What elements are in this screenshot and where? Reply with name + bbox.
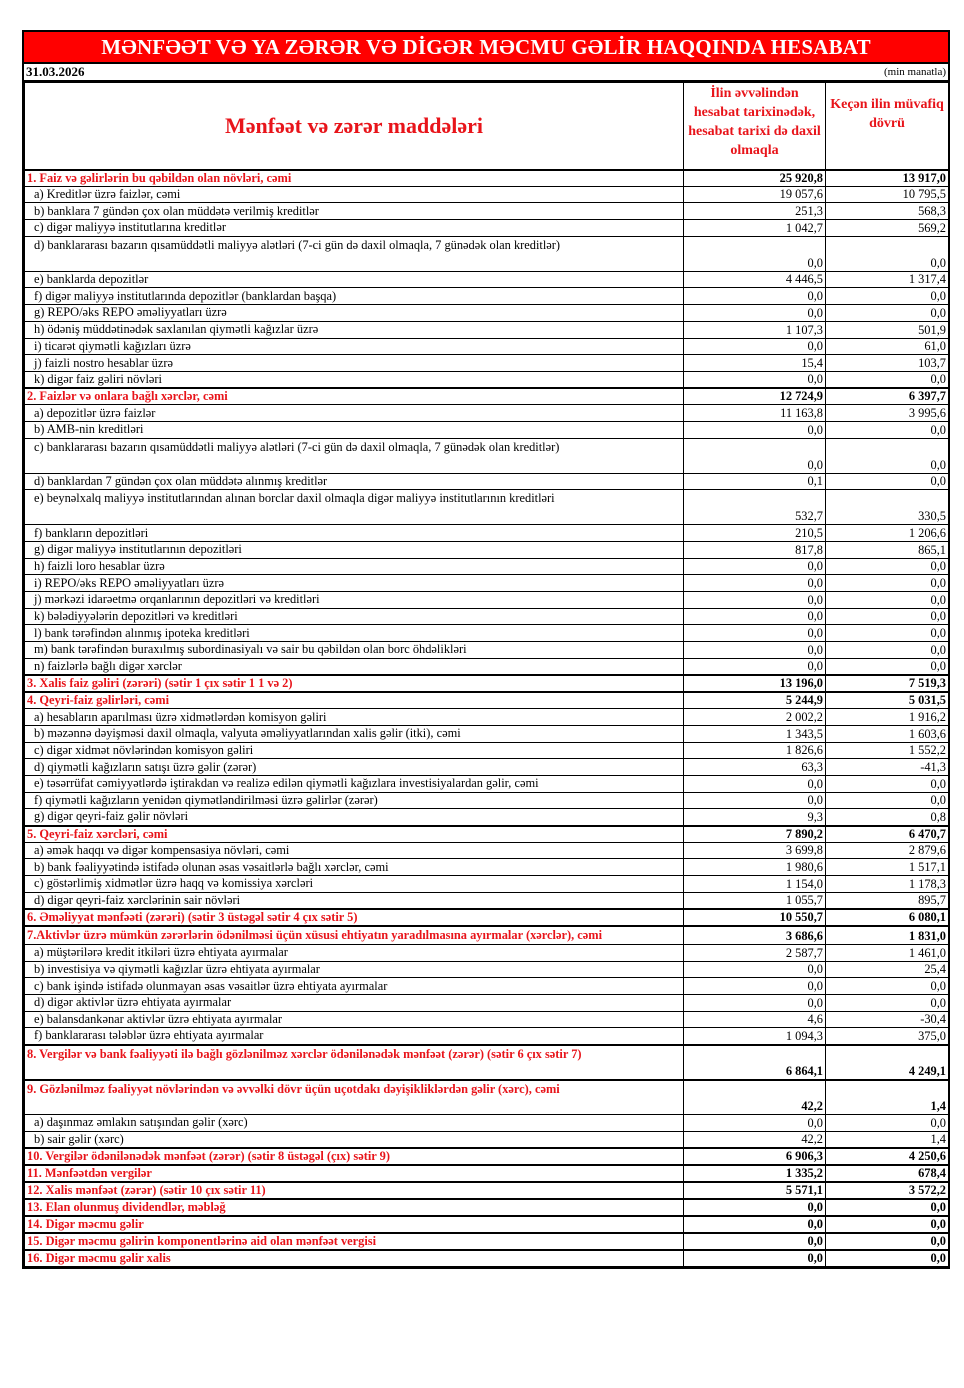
current-period-value: 42,2 bbox=[684, 1080, 826, 1115]
row-label: 13. Elan olunmuş dividendlər, məbləğ bbox=[25, 1199, 684, 1216]
previous-period-value: 0,0 bbox=[826, 625, 949, 642]
row-label: 6. Əməliyyat mənfəəti (zərəri) (sətir 3 üstəgəl sətir 4 çıx sətir 5) bbox=[25, 909, 684, 926]
report-title: MƏNFƏƏT VƏ YA ZƏRƏR VƏ DİGƏR MƏCMU GƏLİR HAQQINDA HESABAT bbox=[24, 32, 948, 64]
current-period-value: 0,0 bbox=[684, 1250, 826, 1267]
table-row bbox=[25, 186, 949, 203]
row-label: f) digər maliyyə institutlarında depozitlər (banklardan başqa) bbox=[25, 288, 684, 305]
row-label: 15. Digər məcmu gəlirin komponentlərinə aid olan mənfəət vergisi bbox=[25, 1233, 684, 1250]
row-label: 9. Gözlənilməz fəaliyyət növlərindən və əvvəlki dövr üçün uçotdakı dəyişikliklərdən gəlir (xərc), cəmi bbox=[25, 1080, 684, 1115]
table-row bbox=[25, 220, 949, 237]
previous-period-value: 330,5 bbox=[826, 490, 949, 525]
row-label: c) göstərlimiş xidmətlər üzrə haqq və komissiya xərcləri bbox=[25, 876, 684, 893]
row-label: e) banklarda depozitlər bbox=[25, 271, 684, 288]
previous-period-value: 0,0 bbox=[826, 558, 949, 575]
row-label: j) mərkəzi idarəetmə orqanlarının depozitləri və kreditləri bbox=[25, 592, 684, 609]
current-period-value: 0,0 bbox=[684, 961, 826, 978]
current-period-value: 1 154,0 bbox=[684, 876, 826, 893]
previous-period-value: 1 517,1 bbox=[826, 859, 949, 876]
income-statement-sheet bbox=[22, 30, 950, 1269]
previous-period-value: 0,0 bbox=[826, 775, 949, 792]
table-row bbox=[25, 1028, 949, 1045]
table-row bbox=[25, 658, 949, 675]
previous-period-value: 1 178,3 bbox=[826, 876, 949, 893]
current-period-value: 0,0 bbox=[684, 421, 826, 438]
previous-period-value: 6 397,7 bbox=[826, 388, 949, 405]
current-period-value: 0,0 bbox=[684, 1233, 826, 1250]
previous-period-value: 1 831,0 bbox=[826, 926, 949, 945]
current-period-value: 0,0 bbox=[684, 978, 826, 995]
previous-period-value: 678,4 bbox=[826, 1165, 949, 1182]
previous-period-value: 568,3 bbox=[826, 203, 949, 220]
current-period-value: 3 686,6 bbox=[684, 926, 826, 945]
table-row bbox=[25, 842, 949, 859]
previous-period-value: 0,0 bbox=[826, 288, 949, 305]
current-period-value: 15,4 bbox=[684, 355, 826, 372]
current-period-value: 5 571,1 bbox=[684, 1182, 826, 1199]
previous-period-value: 6 080,1 bbox=[826, 909, 949, 926]
current-period-value: 1 826,6 bbox=[684, 742, 826, 759]
current-period-value: 1 094,3 bbox=[684, 1028, 826, 1045]
table-row bbox=[25, 1045, 949, 1080]
row-label: 14. Digər məcmu gəlir bbox=[25, 1216, 684, 1233]
row-label: d) digər aktivlər üzrə ehtiyata ayırmalar bbox=[25, 995, 684, 1012]
table-row bbox=[25, 525, 949, 542]
previous-period-value: 1 206,6 bbox=[826, 525, 949, 542]
previous-period-value: 0,0 bbox=[826, 1250, 949, 1267]
row-label: g) digər maliyyə institutlarının depozitləri bbox=[25, 542, 684, 559]
table-row bbox=[25, 371, 949, 388]
income-statement-table bbox=[24, 82, 949, 1267]
current-period-value: 2 002,2 bbox=[684, 709, 826, 726]
table-row bbox=[25, 909, 949, 926]
row-label: i) ticarət qiymətli kağızları üzrə bbox=[25, 338, 684, 355]
current-period-value: 0,0 bbox=[684, 775, 826, 792]
row-label: b) bank fəaliyyətində istifadə olunan əsas vəsaitlərlə bağlı xərclər, cəmi bbox=[25, 859, 684, 876]
previous-period-value: 7 519,3 bbox=[826, 675, 949, 692]
previous-period-value: 6 470,7 bbox=[826, 826, 949, 843]
row-label: e) balansdankənar aktivlər üzrə ehtiyata ayırmalar bbox=[25, 1011, 684, 1028]
row-label: l) bank tərəfindən alınmış ipoteka kreditləri bbox=[25, 625, 684, 642]
table-row bbox=[25, 995, 949, 1012]
table-row bbox=[25, 438, 949, 473]
table-row bbox=[25, 608, 949, 625]
previous-period-value: 4 250,6 bbox=[826, 1148, 949, 1165]
row-label: 10. Vergilər ödənilənədək mənfəət (zərər) (sətir 8 üstəgəl (çıx) sətir 9) bbox=[25, 1148, 684, 1165]
table-row bbox=[25, 1182, 949, 1199]
row-label: d) banklararası bazarın qısamüddətli maliyyə alətləri (7-ci gün də daxil olmaqla, 7 günədək olan kreditlər) bbox=[25, 236, 684, 271]
row-label: 1. Faiz və gəlirlərin bu qəbildən olan növləri, cəmi bbox=[25, 170, 684, 187]
previous-period-value: 0,0 bbox=[826, 575, 949, 592]
row-label: e) beynəlxalq maliyyə institutlarından alınan borclar daxil olmaqla digər maliyyə institutlarının kreditləri bbox=[25, 490, 684, 525]
previous-period-value: 0,0 bbox=[826, 1216, 949, 1233]
current-period-value: 0,0 bbox=[684, 658, 826, 675]
table-row bbox=[25, 288, 949, 305]
current-period-value: 13 196,0 bbox=[684, 675, 826, 692]
row-label: j) faizli nostro hesablar üzrə bbox=[25, 355, 684, 372]
current-period-value: 0,0 bbox=[684, 575, 826, 592]
table-row bbox=[25, 1131, 949, 1148]
table-row bbox=[25, 1250, 949, 1267]
previous-period-value: 61,0 bbox=[826, 338, 949, 355]
table-row bbox=[25, 271, 949, 288]
row-label: a) hesabların aparılması üzrə xidmətlərdən komisyon gəliri bbox=[25, 709, 684, 726]
row-label: d) qiymətli kağızların satışı üzrə gəlir (zərər) bbox=[25, 759, 684, 776]
previous-period-value: 0,0 bbox=[826, 792, 949, 809]
table-row bbox=[25, 625, 949, 642]
current-period-value: 42,2 bbox=[684, 1131, 826, 1148]
table-row bbox=[25, 759, 949, 776]
table-row bbox=[25, 1216, 949, 1233]
row-label: 16. Digər məcmu gəlir xalis bbox=[25, 1250, 684, 1267]
table-row bbox=[25, 473, 949, 490]
previous-period-value: 1 317,4 bbox=[826, 271, 949, 288]
table-row bbox=[25, 1080, 949, 1115]
current-period-value: 7 890,2 bbox=[684, 826, 826, 843]
previous-period-value: 0,0 bbox=[826, 438, 949, 473]
current-period-value: 0,0 bbox=[684, 592, 826, 609]
row-label: a) daşınmaz əmlakın satışından gəlir (xərc) bbox=[25, 1115, 684, 1132]
current-period-value: 0,1 bbox=[684, 473, 826, 490]
previous-period-value: 3 572,2 bbox=[826, 1182, 949, 1199]
table-row bbox=[25, 421, 949, 438]
table-row bbox=[25, 170, 949, 187]
table-row bbox=[25, 876, 949, 893]
table-row bbox=[25, 1011, 949, 1028]
table-row bbox=[25, 1148, 949, 1165]
table-row bbox=[25, 775, 949, 792]
row-label: i) REPO/əks REPO əməliyyatları üzrə bbox=[25, 575, 684, 592]
previous-period-value: 0,8 bbox=[826, 809, 949, 826]
row-label: a) depozitlər üzrə faizlər bbox=[25, 405, 684, 422]
current-period-value: 0,0 bbox=[684, 371, 826, 388]
current-period-value: 4,6 bbox=[684, 1011, 826, 1028]
current-period-value: 0,0 bbox=[684, 1199, 826, 1216]
table-row bbox=[25, 1165, 949, 1182]
table-row bbox=[25, 742, 949, 759]
row-label: g) REPO/əks REPO əməliyyatları üzrə bbox=[25, 305, 684, 322]
previous-period-value: 1 552,2 bbox=[826, 742, 949, 759]
table-row bbox=[25, 1233, 949, 1250]
current-period-value: 2 587,7 bbox=[684, 944, 826, 961]
row-label: g) digər qeyri-faiz gəlir növləri bbox=[25, 809, 684, 826]
current-period-value: 25 920,8 bbox=[684, 170, 826, 187]
current-period-value: 0,0 bbox=[684, 558, 826, 575]
previous-period-value: 0,0 bbox=[826, 1115, 949, 1132]
current-period-value: 6 864,1 bbox=[684, 1045, 826, 1080]
previous-period-value: 5 031,5 bbox=[826, 692, 949, 709]
current-period-value: 1 055,7 bbox=[684, 892, 826, 909]
table-row bbox=[25, 978, 949, 995]
row-label: n) faizlərlə bağlı digər xərclər bbox=[25, 658, 684, 675]
table-row bbox=[25, 926, 949, 945]
previous-period-value: -41,3 bbox=[826, 759, 949, 776]
row-label: a) əmək haqqı və digər kompensasiya növləri, cəmi bbox=[25, 842, 684, 859]
current-period-column-header: İlin əvvəlindən hesabat tarixinədək, hesabat tarixi də daxil olmaqla bbox=[684, 83, 826, 170]
table-row bbox=[25, 542, 949, 559]
previous-period-column-header: Keçən ilin müvafiq dövrü bbox=[826, 83, 949, 170]
previous-period-value: 4 249,1 bbox=[826, 1045, 949, 1080]
table-row bbox=[25, 575, 949, 592]
previous-period-value: 1 916,2 bbox=[826, 709, 949, 726]
current-period-value: 0,0 bbox=[684, 438, 826, 473]
report-date-bar bbox=[24, 64, 948, 82]
current-period-value: 251,3 bbox=[684, 203, 826, 220]
table-row bbox=[25, 338, 949, 355]
current-period-value: 19 057,6 bbox=[684, 186, 826, 203]
previous-period-value: 0,0 bbox=[826, 371, 949, 388]
table-row bbox=[25, 592, 949, 609]
table-row bbox=[25, 961, 949, 978]
previous-period-value: 3 995,6 bbox=[826, 405, 949, 422]
row-label: b) banklara 7 gündən çox olan müddətə verilmiş kreditlər bbox=[25, 203, 684, 220]
previous-period-value: 25,4 bbox=[826, 961, 949, 978]
previous-period-value: 1 603,6 bbox=[826, 725, 949, 742]
row-label: d) banklardan 7 gündən çox olan müddətə alınmış kreditlər bbox=[25, 473, 684, 490]
table-row bbox=[25, 892, 949, 909]
previous-period-value: 501,9 bbox=[826, 321, 949, 338]
row-label: c) digər xidmət növlərindən komisyon gəliri bbox=[25, 742, 684, 759]
table-row bbox=[25, 809, 949, 826]
table-row bbox=[25, 558, 949, 575]
row-label: d) digər qeyri-faiz xərclərinin sair növləri bbox=[25, 892, 684, 909]
previous-period-value: -30,4 bbox=[826, 1011, 949, 1028]
row-label: 8. Vergilər və bank fəaliyyəti ilə bağlı gözlənilməz xərclər ödənilənədək mənfəət (zərər) (sətir 6 çıx sətir 7) bbox=[25, 1045, 684, 1080]
row-label: 3. Xalis faiz gəliri (zərəri) (sətir 1 çıx sətir 1 1 və 2) bbox=[25, 675, 684, 692]
table-row bbox=[25, 321, 949, 338]
row-label: c) digər maliyyə institutlarına kreditlər bbox=[25, 220, 684, 237]
table-row bbox=[25, 675, 949, 692]
row-label: c) bank işində istifadə olunmayan əsas vəsaitlər üzrə ehtiyata ayırmalar bbox=[25, 978, 684, 995]
current-period-value: 1 980,6 bbox=[684, 859, 826, 876]
current-period-value: 11 163,8 bbox=[684, 405, 826, 422]
current-period-value: 817,8 bbox=[684, 542, 826, 559]
current-period-value: 9,3 bbox=[684, 809, 826, 826]
current-period-value: 0,0 bbox=[684, 1216, 826, 1233]
report-unit: (min manatla) bbox=[883, 66, 946, 78]
table-row bbox=[25, 709, 949, 726]
table-row bbox=[25, 388, 949, 405]
table-row bbox=[25, 1115, 949, 1132]
table-row bbox=[25, 203, 949, 220]
table-row bbox=[25, 490, 949, 525]
row-label: e) təsərrüfat cəmiyyətlərdə iştirakdan və realizə edilən qiymətli kağızlara investisiyalardan gəlir, cəmi bbox=[25, 775, 684, 792]
row-label: b) məzənnə dəyişməsi daxil olmaqla, valyuta əməliyyatlarından xalis gəlir (itki), cəmi bbox=[25, 725, 684, 742]
row-label: m) bank tərəfindən buraxılmış subordinasiyalı və sair bu qəbildən olan borc öhdəlikləri bbox=[25, 642, 684, 659]
table-row bbox=[25, 236, 949, 271]
previous-period-value: 0,0 bbox=[826, 1233, 949, 1250]
current-period-value: 0,0 bbox=[684, 338, 826, 355]
row-label: a) Kreditlər üzrə faizlər, cəmi bbox=[25, 186, 684, 203]
table-row bbox=[25, 642, 949, 659]
previous-period-value: 10 795,5 bbox=[826, 186, 949, 203]
report-date: 31.03.2026 bbox=[26, 64, 85, 79]
row-label: h) faizli loro hesablar üzrə bbox=[25, 558, 684, 575]
table-body bbox=[25, 170, 949, 1267]
table-row bbox=[25, 305, 949, 322]
current-period-value: 1 107,3 bbox=[684, 321, 826, 338]
current-period-value: 532,7 bbox=[684, 490, 826, 525]
row-label: 2. Faizlər və onlara bağlı xərclər, cəmi bbox=[25, 388, 684, 405]
current-period-value: 0,0 bbox=[684, 792, 826, 809]
table-row bbox=[25, 725, 949, 742]
current-period-value: 0,0 bbox=[684, 288, 826, 305]
row-label: b) sair gəlir (xərc) bbox=[25, 1131, 684, 1148]
items-column-header: Mənfəət və zərər maddələri bbox=[25, 83, 684, 170]
current-period-value: 12 724,9 bbox=[684, 388, 826, 405]
row-label: h) ödəniş müddətinədək saxlanılan qiymətli kağızlar üzrə bbox=[25, 321, 684, 338]
row-label: 7.Aktivlər üzrə mümkün zərərlərin ödənilməsi üçün xüsusi ehtiyatın yaradılmasına ayırmalar (xərclər), cəmi bbox=[25, 926, 684, 945]
row-label: b) investisiya və qiymətli kağızlar üzrə ehtiyata ayırmalar bbox=[25, 961, 684, 978]
row-label: k) bələdiyyələrin depozitləri və kreditləri bbox=[25, 608, 684, 625]
previous-period-value: 2 879,6 bbox=[826, 842, 949, 859]
previous-period-value: 0,0 bbox=[826, 978, 949, 995]
current-period-value: 0,0 bbox=[684, 236, 826, 271]
previous-period-value: 0,0 bbox=[826, 592, 949, 609]
table-row bbox=[25, 1199, 949, 1216]
table-row bbox=[25, 944, 949, 961]
current-period-value: 1 042,7 bbox=[684, 220, 826, 237]
table-row bbox=[25, 792, 949, 809]
row-label: 4. Qeyri-faiz gəlirləri, cəmi bbox=[25, 692, 684, 709]
row-label: f) bankların depozitləri bbox=[25, 525, 684, 542]
current-period-value: 1 343,5 bbox=[684, 725, 826, 742]
table-row bbox=[25, 405, 949, 422]
previous-period-value: 1 461,0 bbox=[826, 944, 949, 961]
row-label: f) banklararası tələblər üzrə ehtiyata ayırmalar bbox=[25, 1028, 684, 1045]
current-period-value: 0,0 bbox=[684, 995, 826, 1012]
previous-period-value: 375,0 bbox=[826, 1028, 949, 1045]
row-label: f) qiymətli kağızların yenidən qiymətləndirilməsi üzrə gəlirlər (zərər) bbox=[25, 792, 684, 809]
table-row bbox=[25, 692, 949, 709]
previous-period-value: 103,7 bbox=[826, 355, 949, 372]
table-row bbox=[25, 859, 949, 876]
table-row bbox=[25, 826, 949, 843]
previous-period-value: 0,0 bbox=[826, 995, 949, 1012]
previous-period-value: 0,0 bbox=[826, 658, 949, 675]
current-period-value: 0,0 bbox=[684, 305, 826, 322]
current-period-value: 4 446,5 bbox=[684, 271, 826, 288]
previous-period-value: 0,0 bbox=[826, 305, 949, 322]
row-label: a) müştərilərə kredit itkiləri üzrə ehtiyata ayırmalar bbox=[25, 944, 684, 961]
table-row bbox=[25, 355, 949, 372]
current-period-value: 1 335,2 bbox=[684, 1165, 826, 1182]
previous-period-value: 0,0 bbox=[826, 473, 949, 490]
row-label: c) banklararası bazarın qısamüddətli maliyyə alətləri (7-ci gün də daxil olmaqla, 7 günədək olan kreditlər) bbox=[25, 438, 684, 473]
current-period-value: 0,0 bbox=[684, 608, 826, 625]
previous-period-value: 0,0 bbox=[826, 421, 949, 438]
row-label: 11. Mənfəətdən vergilər bbox=[25, 1165, 684, 1182]
current-period-value: 10 550,7 bbox=[684, 909, 826, 926]
previous-period-value: 13 917,0 bbox=[826, 170, 949, 187]
current-period-value: 6 906,3 bbox=[684, 1148, 826, 1165]
current-period-value: 3 699,8 bbox=[684, 842, 826, 859]
previous-period-value: 865,1 bbox=[826, 542, 949, 559]
previous-period-value: 569,2 bbox=[826, 220, 949, 237]
current-period-value: 0,0 bbox=[684, 1115, 826, 1132]
row-label: 12. Xalis mənfəət (zərər) (sətir 10 çıx sətir 11) bbox=[25, 1182, 684, 1199]
row-label: 5. Qeyri-faiz xərcləri, cəmi bbox=[25, 826, 684, 843]
previous-period-value: 0,0 bbox=[826, 642, 949, 659]
current-period-value: 5 244,9 bbox=[684, 692, 826, 709]
previous-period-value: 1,4 bbox=[826, 1080, 949, 1115]
table-header-row bbox=[25, 83, 949, 170]
row-label: b) AMB-nin kreditləri bbox=[25, 421, 684, 438]
previous-period-value: 0,0 bbox=[826, 1199, 949, 1216]
current-period-value: 0,0 bbox=[684, 642, 826, 659]
previous-period-value: 895,7 bbox=[826, 892, 949, 909]
previous-period-value: 0,0 bbox=[826, 608, 949, 625]
previous-period-value: 0,0 bbox=[826, 236, 949, 271]
current-period-value: 63,3 bbox=[684, 759, 826, 776]
current-period-value: 0,0 bbox=[684, 625, 826, 642]
current-period-value: 210,5 bbox=[684, 525, 826, 542]
previous-period-value: 1,4 bbox=[826, 1131, 949, 1148]
row-label: k) digər faiz gəliri növləri bbox=[25, 371, 684, 388]
